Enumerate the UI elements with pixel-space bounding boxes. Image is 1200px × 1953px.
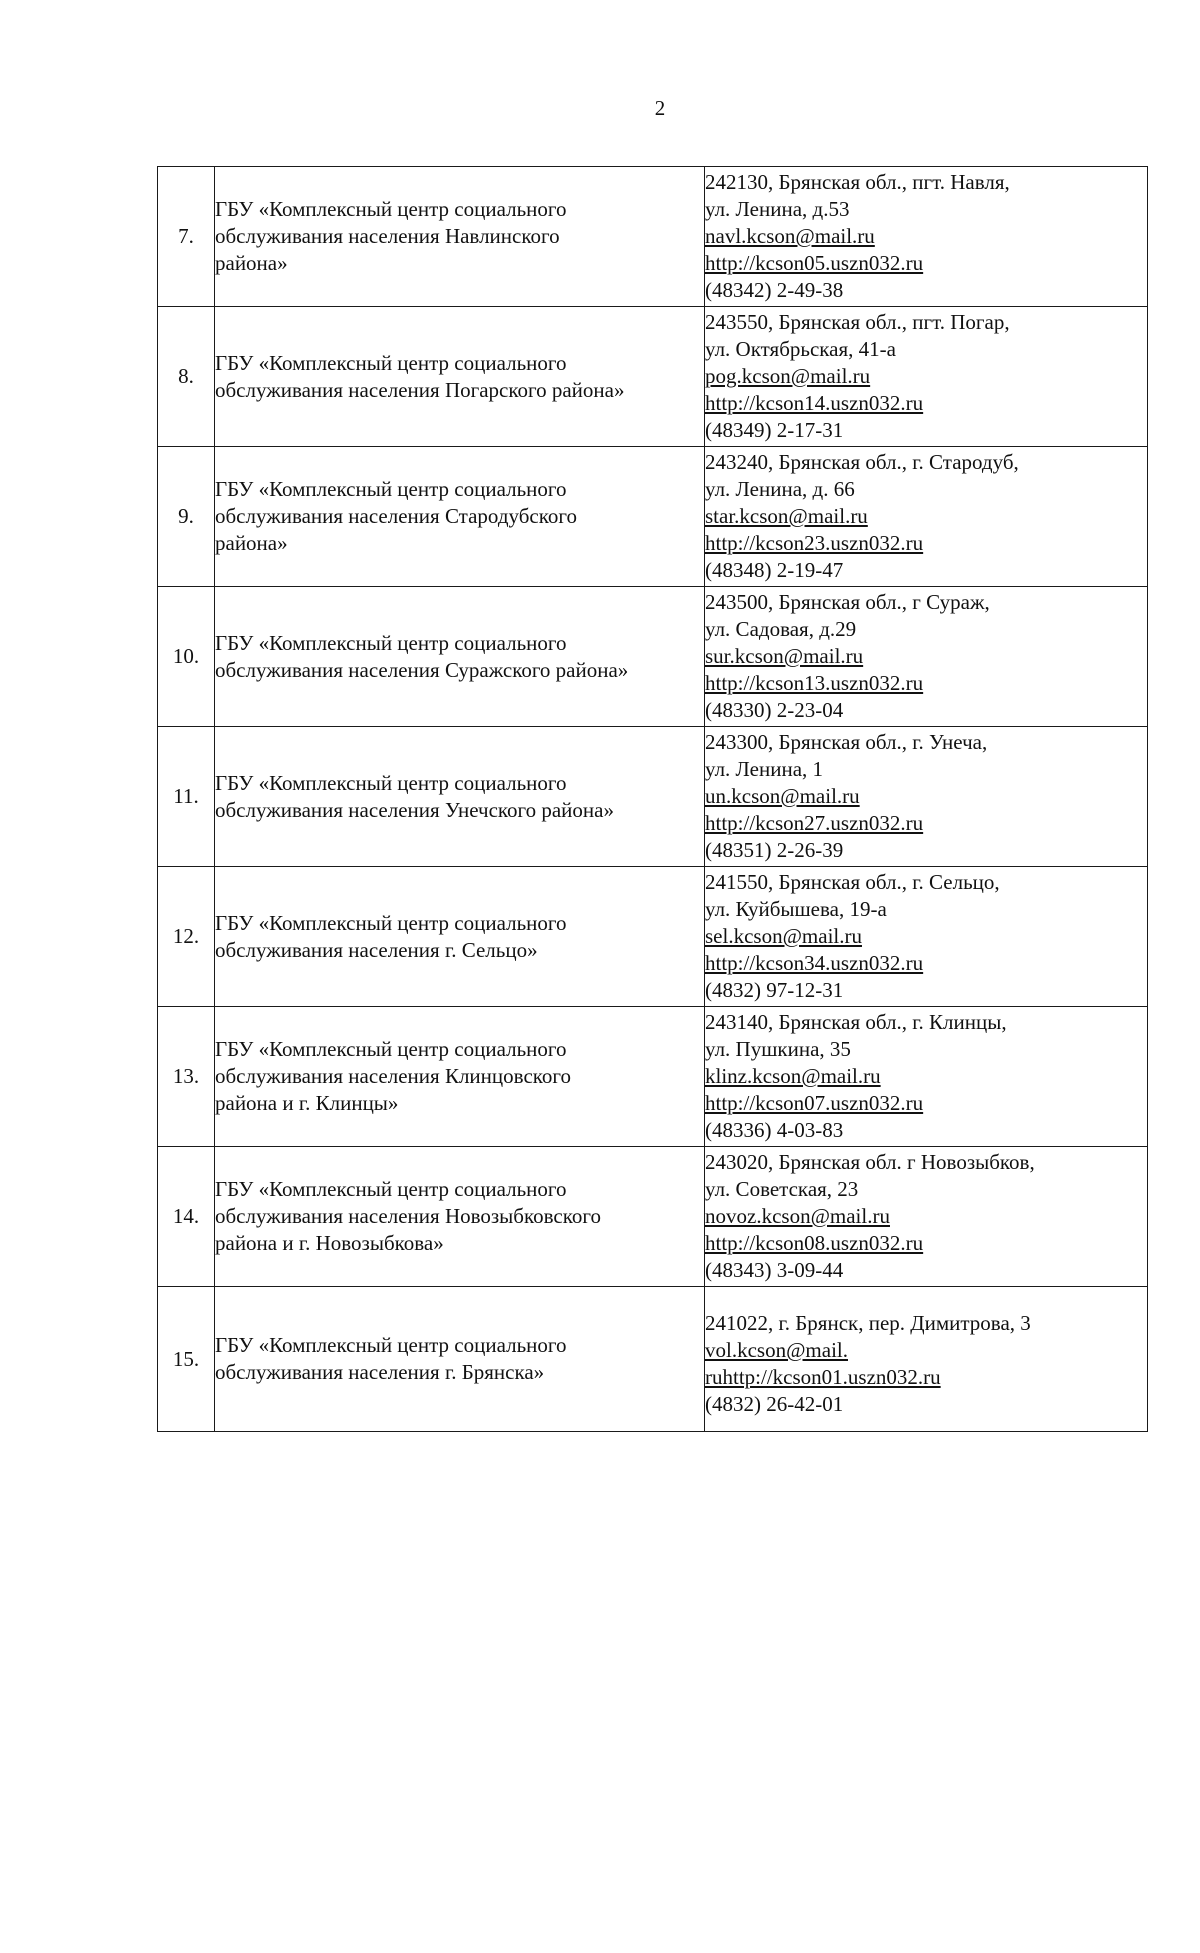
name-line: района и г. Клинцы» xyxy=(215,1091,399,1115)
contact-info xyxy=(705,587,1148,727)
organization-name xyxy=(215,867,705,1007)
name-line: района» xyxy=(215,251,288,275)
website-link[interactable]: http://kcson07.uszn032.ru xyxy=(705,1091,924,1115)
contact-info xyxy=(705,307,1148,447)
phone-number: (48343) 3-09-44 xyxy=(705,1258,844,1282)
row-number: 10. xyxy=(158,587,215,727)
address-line: ул. Пушкина, 35 xyxy=(705,1037,851,1061)
website-link[interactable]: http://kcson27.uszn032.ru xyxy=(705,811,924,835)
name-line: ГБУ «Комплексный центр социального xyxy=(215,350,567,375)
name-line: обслуживания населения Суражского района» xyxy=(215,657,629,682)
website-link[interactable]: http://kcson23.uszn032.ru xyxy=(705,531,924,555)
row-number: 11. xyxy=(158,727,215,867)
organization-name xyxy=(215,167,705,307)
contact-info xyxy=(705,447,1148,587)
name-line: района» xyxy=(215,531,288,555)
table-row xyxy=(158,167,1148,307)
row-number: 9. xyxy=(158,447,215,587)
phone-number: (48349) 2-17-31 xyxy=(705,418,844,442)
website-link[interactable]: ruhttp://kcson01.uszn032.ru xyxy=(705,1365,941,1389)
address-line: ул. Советская, 23 xyxy=(705,1177,859,1201)
email-link[interactable]: vol.kcson@mail. xyxy=(705,1338,848,1362)
row-number: 7. xyxy=(158,167,215,307)
row-number: 12. xyxy=(158,867,215,1007)
table-row xyxy=(158,727,1148,867)
email-link[interactable]: navl.kcson@mail.ru xyxy=(705,224,875,248)
website-link[interactable]: http://kcson34.uszn032.ru xyxy=(705,951,924,975)
table-row xyxy=(158,587,1148,727)
contact-info xyxy=(705,727,1148,867)
website-link[interactable]: http://kcson13.uszn032.ru xyxy=(705,671,924,695)
address-line: ул. Ленина, д.53 xyxy=(705,197,850,221)
name-line: ГБУ «Комплексный центр социального xyxy=(215,630,567,655)
contact-info xyxy=(705,1147,1148,1287)
row-number: 15. xyxy=(158,1287,215,1432)
table-row xyxy=(158,1287,1148,1432)
address-line: 243020, Брянская обл. г Новозыбков, xyxy=(705,1150,1035,1174)
name-line: обслуживания населения Погарского района» xyxy=(215,377,625,402)
phone-number: (48336) 4-03-83 xyxy=(705,1118,844,1142)
contact-info xyxy=(705,867,1148,1007)
email-link[interactable]: un.kcson@mail.ru xyxy=(705,784,860,808)
name-line: ГБУ «Комплексный центр социального xyxy=(215,1037,567,1061)
name-line: обслуживания населения Унечского района» xyxy=(215,797,614,822)
table-row xyxy=(158,1147,1148,1287)
name-line: ГБУ «Комплексный центр социального xyxy=(215,910,567,935)
table-row xyxy=(158,447,1148,587)
address-line: 243140, Брянская обл., г. Клинцы, xyxy=(705,1010,1007,1034)
address-line: ул. Ленина, 1 xyxy=(705,757,824,781)
name-line: района и г. Новозыбкова» xyxy=(215,1231,444,1255)
address-line: 242130, Брянская обл., пгт. Навля, xyxy=(705,170,1010,194)
organization-name xyxy=(215,307,705,447)
table-row xyxy=(158,307,1148,447)
email-link[interactable]: star.kcson@mail.ru xyxy=(705,504,868,528)
address-line: ул. Садовая, д.29 xyxy=(705,617,857,641)
organization-name xyxy=(215,727,705,867)
email-link[interactable]: novoz.kcson@mail.ru xyxy=(705,1204,890,1228)
address-line: 243240, Брянская обл., г. Стародуб, xyxy=(705,450,1019,474)
table-row xyxy=(158,867,1148,1007)
name-line: ГБУ «Комплексный центр социального xyxy=(215,770,567,795)
contact-info xyxy=(705,167,1148,307)
organization-name xyxy=(215,1287,705,1432)
organizations-table xyxy=(157,166,1148,1432)
table-row xyxy=(158,1007,1148,1147)
phone-number: (48342) 2-49-38 xyxy=(705,278,844,302)
address-line: 241022, г. Брянск, пер. Димитрова, 3 xyxy=(705,1311,1031,1335)
row-number: 8. xyxy=(158,307,215,447)
name-line: обслуживания населения Навлинского xyxy=(215,224,560,248)
address-line: 241550, Брянская обл., г. Сельцо, xyxy=(705,870,1000,894)
address-line: 243300, Брянская обл., г. Унеча, xyxy=(705,730,988,754)
address-line: 243500, Брянская обл., г Сураж, xyxy=(705,590,990,614)
phone-number: (48330) 2-23-04 xyxy=(705,698,844,722)
website-link[interactable]: http://kcson05.uszn032.ru xyxy=(705,251,924,275)
address-line: ул. Куйбышева, 19-а xyxy=(705,897,887,921)
row-number: 14. xyxy=(158,1147,215,1287)
phone-number: (48351) 2-26-39 xyxy=(705,838,844,862)
phone-number: (4832) 97-12-31 xyxy=(705,978,844,1002)
organization-name xyxy=(215,1147,705,1287)
email-link[interactable]: sur.kcson@mail.ru xyxy=(705,644,864,668)
name-line: обслуживания населения г. Сельцо» xyxy=(215,937,538,962)
name-line: ГБУ «Комплексный центр социального xyxy=(215,1333,567,1357)
name-line: ГБУ «Комплексный центр социального xyxy=(215,1177,567,1201)
contact-info xyxy=(705,1007,1148,1147)
address-line: 243550, Брянская обл., пгт. Погар, xyxy=(705,310,1010,334)
name-line: обслуживания населения Клинцовского xyxy=(215,1064,571,1088)
name-line: ГБУ «Комплексный центр социального xyxy=(215,197,567,221)
email-link[interactable]: sel.kcson@mail.ru xyxy=(705,924,862,948)
page-number: 2 xyxy=(654,96,666,120)
name-line: обслуживания населения Новозыбковского xyxy=(215,1204,601,1228)
organization-name xyxy=(215,587,705,727)
name-line: обслуживания населения Стародубского xyxy=(215,504,577,528)
phone-number: (4832) 26-42-01 xyxy=(705,1392,844,1416)
organization-name xyxy=(215,1007,705,1147)
contact-info xyxy=(705,1287,1148,1432)
row-number: 13. xyxy=(158,1007,215,1147)
website-link[interactable]: http://kcson14.uszn032.ru xyxy=(705,391,924,415)
name-line: ГБУ «Комплексный центр социального xyxy=(215,477,567,501)
email-link[interactable]: klinz.kcson@mail.ru xyxy=(705,1064,881,1088)
organization-name xyxy=(215,447,705,587)
website-link[interactable]: http://kcson08.uszn032.ru xyxy=(705,1231,924,1255)
address-line: ул. Октябрьская, 41-а xyxy=(705,337,896,361)
name-line: обслуживания населения г. Брянска» xyxy=(215,1360,545,1384)
phone-number: (48348) 2-19-47 xyxy=(705,558,844,582)
address-line: ул. Ленина, д. 66 xyxy=(705,477,855,501)
email-link[interactable]: pog.kcson@mail.ru xyxy=(705,364,871,388)
